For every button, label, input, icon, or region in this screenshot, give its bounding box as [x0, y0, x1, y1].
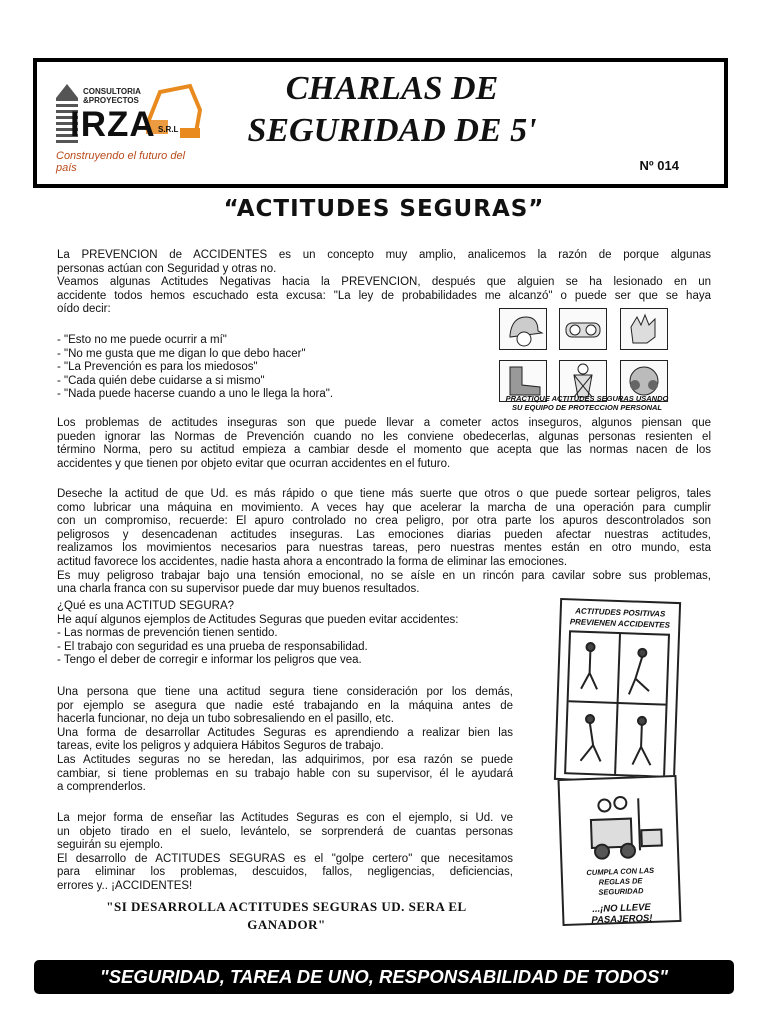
poster2-cap-line1: CUMPLA CON LAS [586, 865, 655, 878]
helmet-icon [499, 308, 547, 350]
excuse-item: - "No me gusta que me digan lo que debo hacer" [57, 347, 306, 360]
para3-line: Es muy peligroso trabajar bajo una tensión emocional, no se aísle en un rincón para cavilar sobre sus problemas, [57, 569, 711, 582]
logo-tagline: Construyendo el futuro del país [56, 150, 186, 174]
quote-line1: "SI DESARROLLA ACTITUDES SEGURAS UD. SERA EL [106, 899, 467, 914]
paragraph-discard [57, 488, 711, 597]
intro-line: accidente todos hemos escuchado esta excusa: "La ley de probabilidades me alcanzó" o puede ser que se haya [57, 289, 711, 302]
para3-line: como lubricar una máquina en movimiento. A veces hay que acelerar la marcha de una operación para cumplir [57, 501, 711, 514]
workers-illustration [566, 632, 668, 775]
para5-line: tareas, evite los peligros y adquiera Hábitos Seguros de trabajo. [57, 740, 384, 753]
header-box [33, 58, 728, 188]
glove-icon [620, 308, 668, 350]
paragraph-safe-attitude [57, 600, 527, 668]
para5-line: Las Actitudes seguras no se heredan, las adquirimos, por esa razón se puede [57, 753, 513, 766]
para2-line: pueden ignorar las Normas de Prevención cuando no les conviene obedecerlas, algunas personas resienten el [57, 430, 711, 443]
logo-line1: CONSULTORIA [83, 87, 141, 96]
excuse-item: - "Esto no me puede ocurrir a mí" [57, 334, 227, 346]
para4-line: ¿Qué es una ACTITUD SEGURA? [57, 600, 235, 612]
ppe-caption [497, 394, 677, 412]
para6-line: para eliminar los problemas, descuidos, fallos, negligencias, deficiencias, [57, 866, 513, 879]
issue-number: Nº 014 [639, 158, 679, 173]
poster-positive-attitudes [554, 598, 681, 784]
para5-line: cambiar, si tiene problemas en su trabajo hable con su supervisor, él le ayudará [57, 767, 513, 780]
paragraph-considerate [57, 686, 513, 795]
poster2-slogan: ...¡NO LLEVE PASAJEROS! [591, 901, 653, 927]
title-line1: CHARLAS DE [285, 70, 499, 107]
poster2-cap-line2: REGLAS DE [598, 876, 643, 887]
page-title [187, 68, 597, 152]
poster1-title-line1: ACTITUDES POSITIVAS [575, 606, 666, 619]
footer-banner: "SEGURIDAD, TAREA DE UNO, RESPONSABILIDAD DE TODOS" [34, 960, 734, 994]
excuse-item: - "La Prevención es para los miedosos" [57, 361, 258, 374]
logo-brand: IRZA [70, 105, 156, 144]
forklift-illustration [560, 777, 678, 869]
headline: “ACTITUDES SEGURAS” [223, 196, 545, 222]
intro-line: Veamos algunas Actitudes Negativas hacia la PREVENCION, después que alguien se ha lesionado en un [57, 276, 711, 289]
paragraph-example [57, 812, 513, 894]
para2-line: Los problemas de actitudes inseguras son que puede llevar a cometer actos inseguros, algunos piensan que [57, 417, 711, 429]
excuse-item: - "Nada puede hacerse cuando a uno le llega la hora". [57, 388, 334, 401]
para3-line: realizamos los movimientos necesarios para nuestras tareas, pero nuestras mentes están en otro mundo, esta [57, 542, 711, 555]
goggles-icon [559, 308, 607, 350]
para3-line: peligrosos y desencadenan actitudes inseguras. Las emociones diarias pueden afectar nuestras actitudes, [57, 528, 711, 541]
para3-line: actitud favorece los accidentes, nadie hasta ahora a encontrado la forma de eliminar las emociones. [57, 555, 568, 568]
para6-line: seguirán su ejemplo. [57, 839, 164, 852]
logo-line2: &PROYECTOS [83, 96, 139, 105]
intro-line: personas actúan con Seguridad y otras no. [57, 262, 277, 275]
para4-line: - Las normas de prevención tienen sentido. [57, 627, 278, 640]
excuses-list [57, 334, 333, 402]
para4-line: He aquí algunos ejemplos de Actitudes Seguras que pueden evitar accidentes: [57, 613, 459, 626]
para3-line: con un compromiso, recuerde: El apuro controlado no crea peligro, por otra parte los apuros descontrolados son [57, 515, 711, 528]
ppe-caption-line1: PRACTIQUE ACTITUDES SEGURAS USANDO [505, 394, 669, 403]
excuse-item: - "Cada quién debe cuidarse a si mismo" [57, 374, 265, 387]
para5-line: hacerla funcionar, no deja un tubo sobresaliendo en el pasillo, etc. [57, 713, 394, 726]
intro-line: La PREVENCION de ACCIDENTES es un concepto muy amplio, analicemos la razón de porque algunas [57, 249, 711, 261]
para6-line: errores y.. ¡ACCIDENTES! [57, 879, 193, 892]
para3-line: Deseche la actitud de que Ud. es más rápido o que tiene más suerte que otros o que puede sortear peligros, tales [57, 488, 711, 500]
paragraph-problems [57, 417, 711, 471]
poster1-title-line2: PREVIENEN ACCIDENTES [569, 617, 671, 630]
para3-line: una charla franca con su supervisor puede dar muy buenos resultados. [57, 583, 420, 596]
para6-line: La mejor forma de enseñar las Actitudes Seguras es con el ejemplo, si Ud. ve [57, 812, 513, 824]
para5-line: a comprenderlos. [57, 781, 146, 794]
para2-line: término Norma, pero su actitud empieza a cambiar desde el momento que acepta que las normas nacen de los [57, 444, 711, 457]
logo-text [83, 87, 141, 105]
para5-line: por ejemplo se asegura que nadie esté trabajando en la máquina antes de [57, 699, 513, 712]
para4-line: - El trabajo con seguridad es una prueba de responsabilidad. [57, 640, 368, 653]
poster1-illustration [564, 630, 670, 777]
intro-line: oído decir: [57, 303, 111, 316]
poster2-caption [563, 865, 679, 899]
para5-line: Una forma de desarrollar Actitudes Seguras es aprendiendo a realizar bien las [57, 726, 513, 739]
company-logo [50, 80, 205, 172]
para4-line: - Tengo el deber de corregir e informar los peligros que vea. [57, 654, 362, 667]
poster2-cap-line3: SEGURIDAD [598, 886, 644, 897]
para2-line: accidentes y que tienen por objeto evitar que ocurran accidentes en el futuro. [57, 457, 451, 470]
closing-quote [60, 898, 513, 934]
quote-line2: GANADOR" [247, 917, 326, 932]
intro-paragraph [57, 249, 711, 317]
logo-suffix: S.R.L [158, 125, 179, 134]
para5-line: Una persona que tiene una actitud segura tiene consideración por los demás, [57, 686, 513, 698]
poster-no-passengers [557, 775, 681, 926]
para6-line: El desarrollo de ACTITUDES SEGURAS es el "golpe certero" que necesitamos [57, 852, 513, 865]
title-line2: SEGURIDAD DE 5' [247, 112, 537, 149]
poster1-title [561, 605, 679, 631]
ppe-caption-line2: SU EQUIPO DE PROTECCION PERSONAL [511, 403, 663, 412]
para6-line: un objeto tirado en el suelo, levántelo, se sorprenderá de cuantas personas [57, 825, 513, 838]
